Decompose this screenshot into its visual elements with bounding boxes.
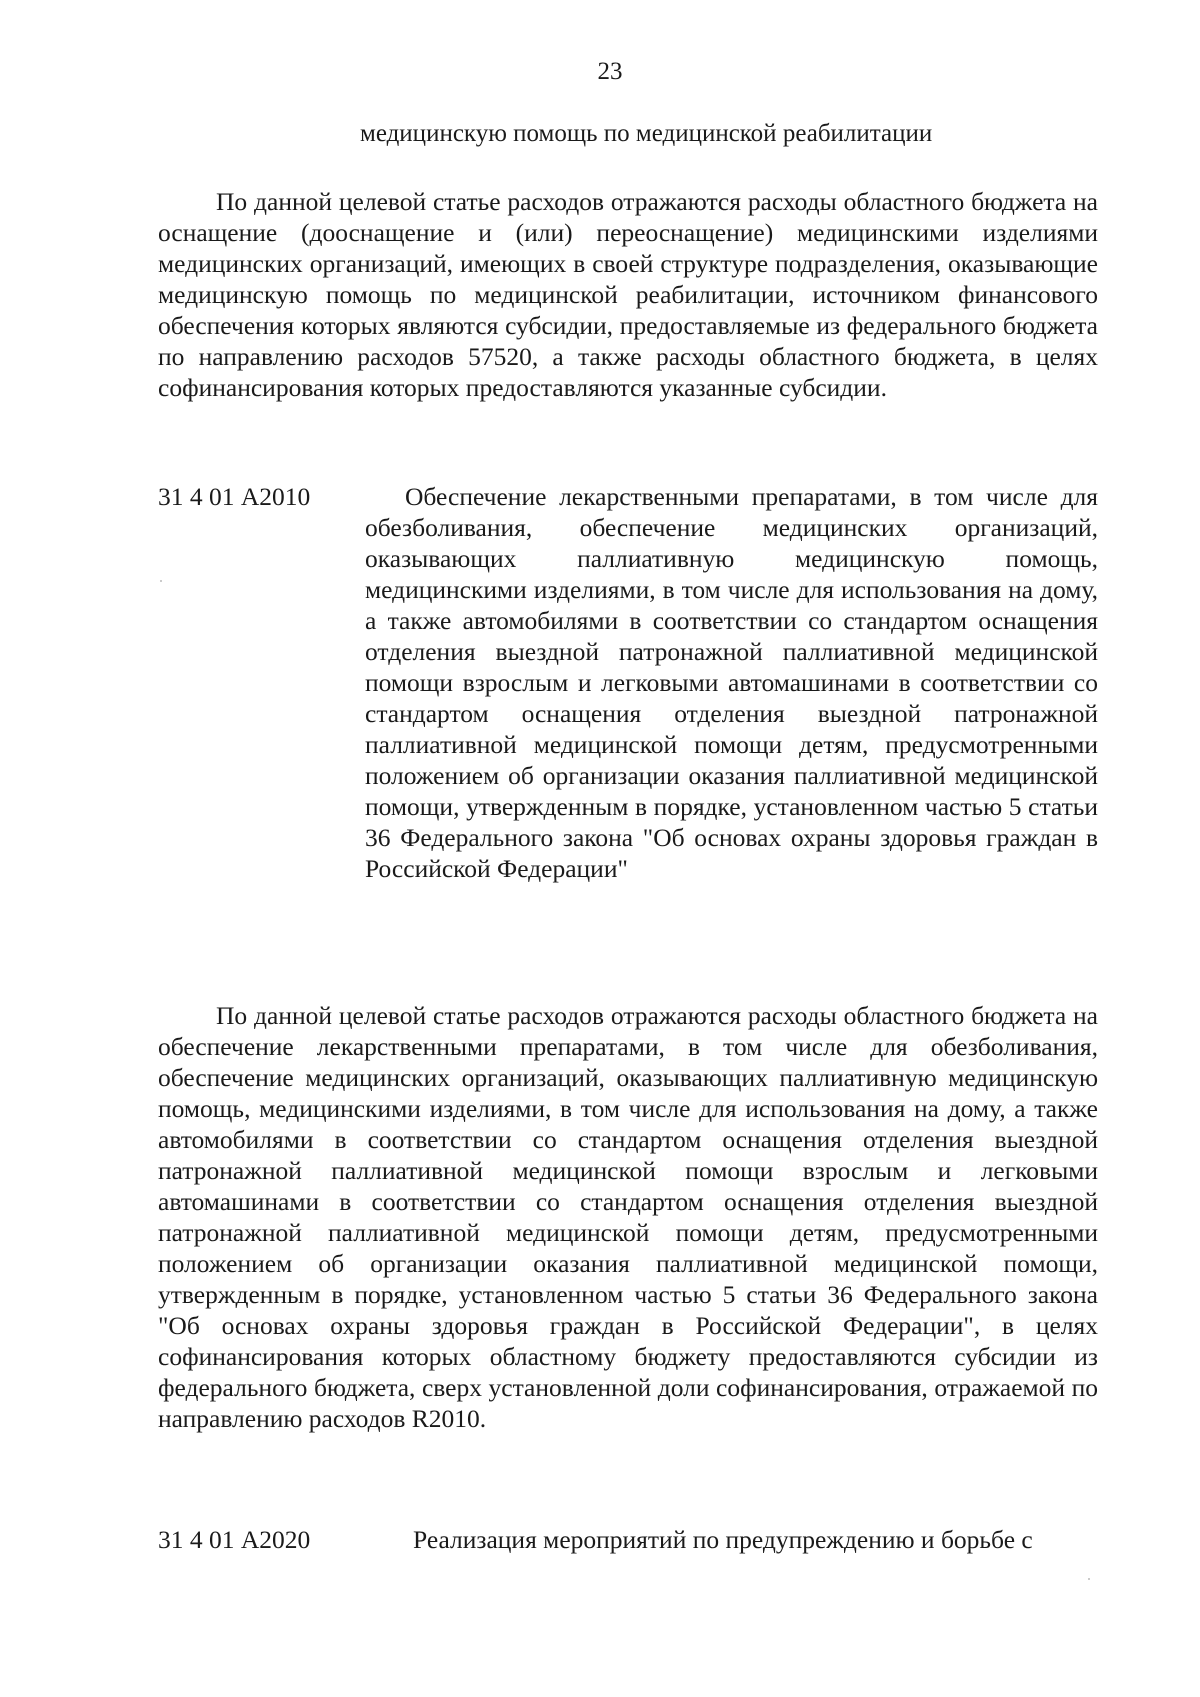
scan-speck: [160, 580, 162, 582]
paragraph-description-2: По данной целевой статье расходов отражаются расходы областного бюджета на обеспечение лекарственными препаратами, в том числе для обезболивания, обеспечение медицинских организаций, оказывающих паллиативную медицинскую помощь, медицинскими изделиями, в том числе для использования на дому, а также автомобилями в соответствии со стандартом оснащения отделения выездной патронажной паллиативной медицинской помощи взрослым и легковыми автомашинами в соответствии со стандартом оснащения отделения выездной патронажной паллиативной медицинской помощи детям, предусмотренными положением об организации оказания паллиативной медицинской помощи, утвержденным в порядке, установленном частью 5 статьи 36 Федерального закона "Об основах охраны здоровья граждан в Российской Федерации", в целях софинансирования которых областному бюджету предоставляются субсидии из федерального бюджета, сверх установленной доли софинансирования, отражаемой по направлению расходов R2010.: [158, 1001, 1098, 1433]
scan-speck: [1088, 1578, 1090, 1580]
budget-code-2: 31 4 01 А2020: [158, 1525, 311, 1554]
budget-item-title-1: Обеспечение лекарственными препаратами, в том числе для обезболивания, обеспечение медицинских организаций, оказывающих паллиативную медицинскую помощь, медицинскими изделиями, в том числе для использования на дому, а также автомобилями в соответствии со стандартом оснащения отделения выездной патронажной паллиативной медицинской помощи взрослым и легковыми автомашинами в соответствии со стандартом оснащения отделения выездной патронажной паллиативной медицинской помощи детям, предусмотренными положением об организации оказания паллиативной медицинской помощи, утвержденным в порядке, установленном частью 5 статьи 36 Федерального закона "Об основах охраны здоровья граждан в Российской Федерации": [365, 482, 1098, 883]
continued-heading-line: медицинскую помощь по медицинской реабилитации: [360, 120, 933, 147]
budget-code-1: 31 4 01 А2010: [158, 482, 311, 511]
paragraph-description-1: По данной целевой статье расходов отражаются расходы областного бюджета на оснащение (дооснащение и (или) переоснащение) медицинскими изделиями медицинских организаций, имеющих в своей структуре подразделения, оказывающие медицинскую помощь по медицинской реабилитации, источником финансового обеспечения которых являются субсидии, предоставляемые из федерального бюджета по направлению расходов 57520, а также расходы областного бюджета, в целях софинансирования которых предоставляются указанные субсидии.: [158, 187, 1098, 402]
page-number: 23: [597, 58, 623, 85]
budget-item-title-2: Реализация мероприятий по предупреждению и борьбе с: [413, 1525, 1033, 1554]
